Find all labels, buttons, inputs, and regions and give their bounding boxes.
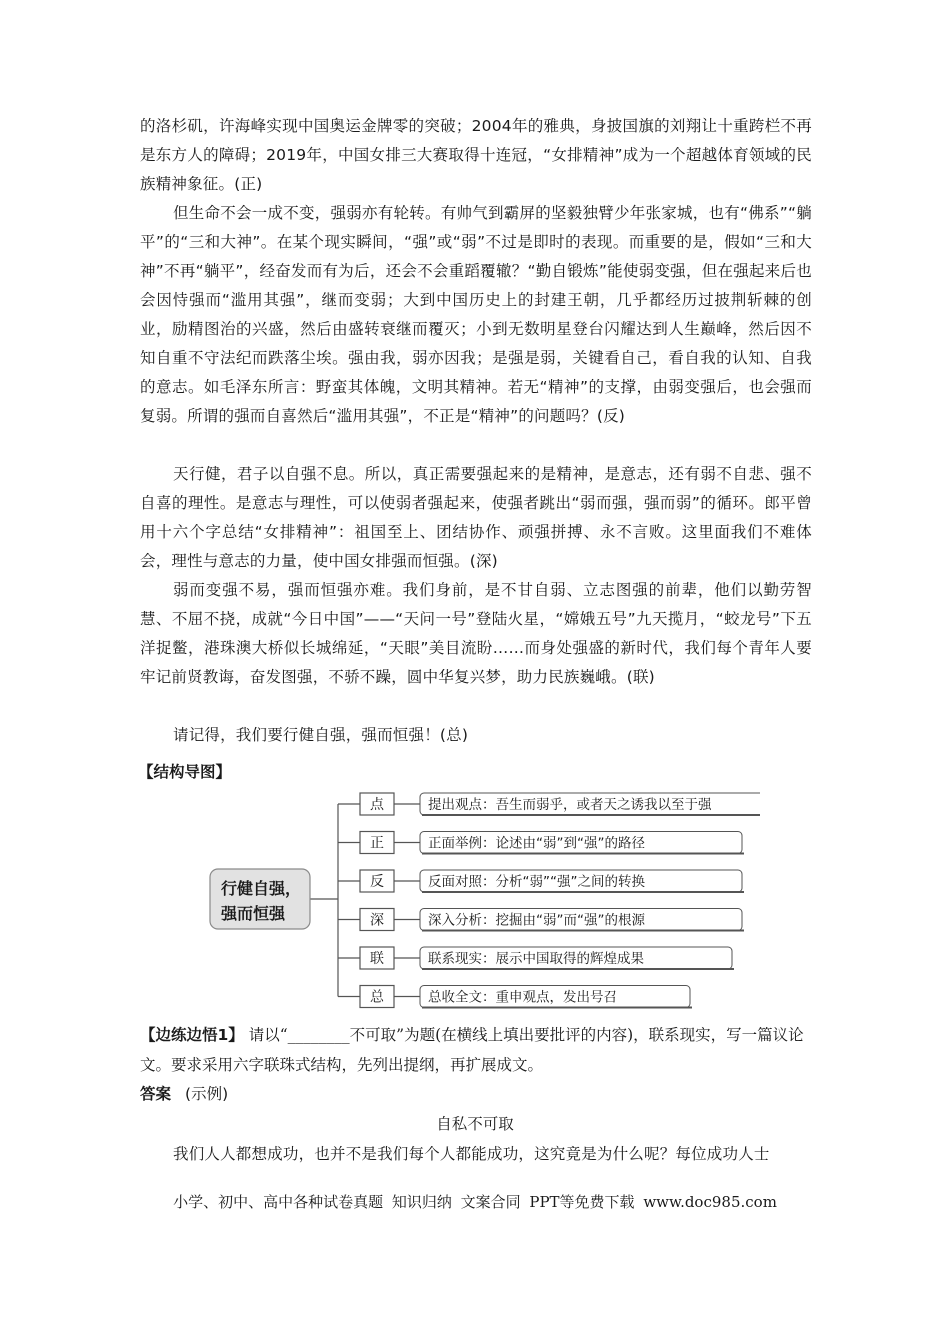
- exercise-text: 请以“________不可取”为题(在横线上填出要批评的内容)，联系现实，写一篇议论文。要求采用六字联珠式结构，先列出提纲，再扩展成文。: [140, 1026, 804, 1074]
- mind-map-branch-text: 反面对照：分析“弱”“强”之间的转换: [428, 874, 645, 890]
- exercise-label: 【边练边悟1】: [140, 1026, 244, 1044]
- mind-map-center-line2: 强而恒强: [221, 904, 286, 923]
- mind-map-tag: 反: [370, 874, 384, 890]
- structure-mind-map: [200, 782, 760, 1014]
- paragraph-connect-reality: 弱而变强不易，强而恒强亦难。我们身前，是不甘自弱、立志图强的前辈，他们以勤劳智慧、不屈不挠，成就“今日中国”——“天问一号”登陆火星，“嫦娥五号”九天揽月，“蛟龙号”下五洋捉鳖，港珠澳大桥似长城绵延，“天眼”美目流盼……而身处强盛的新时代，我们每个青年人要牢记前贤教诲，奋发图强，不骄不躁，圆中华复兴梦，助力民族巍峨。(联): [140, 581, 812, 686]
- mind-map-branch-text: 总收全文：重申观点，发出号召: [428, 989, 617, 1006]
- mind-map-center-line1: 行健自强，: [221, 879, 302, 898]
- mind-map-tag: 正: [370, 835, 384, 852]
- mind-map-branch-text: 正面举例：论述由“弱”到“强”的路径: [428, 835, 645, 852]
- mind-map-tag: 总: [370, 989, 384, 1006]
- paragraph-deep-analysis: 天行健，君子以自强不息。所以，真正需要强起来的是精神，是意志，还有弱不自悲、强不自喜的理性。是意志与理性，可以使弱者强起来，使强者跳出“弱而强，强而弱”的循环。郎平曾用十六个字总结“女排精神”：祖国至上、团结协作、顽强拼搏、永不言败。这里面我们不难体会，理性与意志的力量，使中国女排强而恒强。(深): [140, 465, 812, 570]
- mind-map-branch-text: 提出观点：吾生而弱乎，或者天之诱我以至于强: [428, 797, 712, 813]
- paragraph-negative-contrast: 但生命不会一成不变，强弱亦有轮转。有帅气到霸屏的坚毅独臂少年张家城，也有“佛系”“躺平”的“三和大神”。在某个现实瞬间，“强”或“弱”不过是即时的表现。而重要的是，假如“三和大神”不再“躺平”，经奋发而有为后，还会不会重蹈覆辙？“勤自锻炼”能使弱变强，但在强起来后也会因恃强而“滥用其强”，继而变弱；大到中国历史上的封建王朝，几乎都经历过披荆斩棘的创业，励精图治的兴盛，然后由盛转衰继而覆灭；小到无数明星登台闪耀达到人生巅峰，然后因不知自重不守法纪而跌落尘埃。强由我，弱亦因我；是强是弱，关键看自己，看自我的认知、自我的意志。如毛泽东所言：野蛮其体魄，文明其精神。若无“精神”的支撑，由弱变强后，也会强而复弱。所谓的强而自喜然后“滥用其强”，不正是“精神”的问题吗？(反): [140, 204, 812, 425]
- mind-map-tag: 深: [370, 912, 384, 929]
- mind-map-branch-text: 深入分析：挖掘由“弱”而“强”的根源: [428, 912, 645, 929]
- mind-map-branch-text: 联系现实：展示中国取得的辉煌成果: [428, 951, 644, 967]
- answer-line: [140, 1082, 228, 1106]
- paragraph-positive-example: 的洛杉矶，许海峰实现中国奥运金牌零的突破；2004年的雅典，身披国旗的刘翔让十重跨栏不再是东方人的障碍；2019年，中国女排三大赛取得十连冠，“女排精神”成为一个超越体育领域的民族精神象征。(正): [140, 117, 812, 193]
- mind-map-tag: 点: [370, 797, 384, 813]
- exercise-block: [140, 1020, 812, 1080]
- answer-label: 答案: [140, 1085, 172, 1103]
- answer-note: (示例): [185, 1085, 229, 1103]
- essay-first-line: 我们人人都想成功，也并不是我们每个人都能成功，这究竟是为什么呢？每位成功人士: [173, 1145, 770, 1163]
- structure-heading: 【结构导图】: [138, 763, 232, 781]
- mind-map-tag: 联: [370, 951, 384, 967]
- footer-banner: 小学、初中、高中各种试卷真题 知识归纳 文案合同 PPT等免费下载 www.doc985.com: [173, 1193, 777, 1211]
- essay-title: 自私不可取: [436, 1115, 514, 1133]
- paragraph-summary: 请记得，我们要行健自强，强而恒强！(总): [173, 726, 469, 744]
